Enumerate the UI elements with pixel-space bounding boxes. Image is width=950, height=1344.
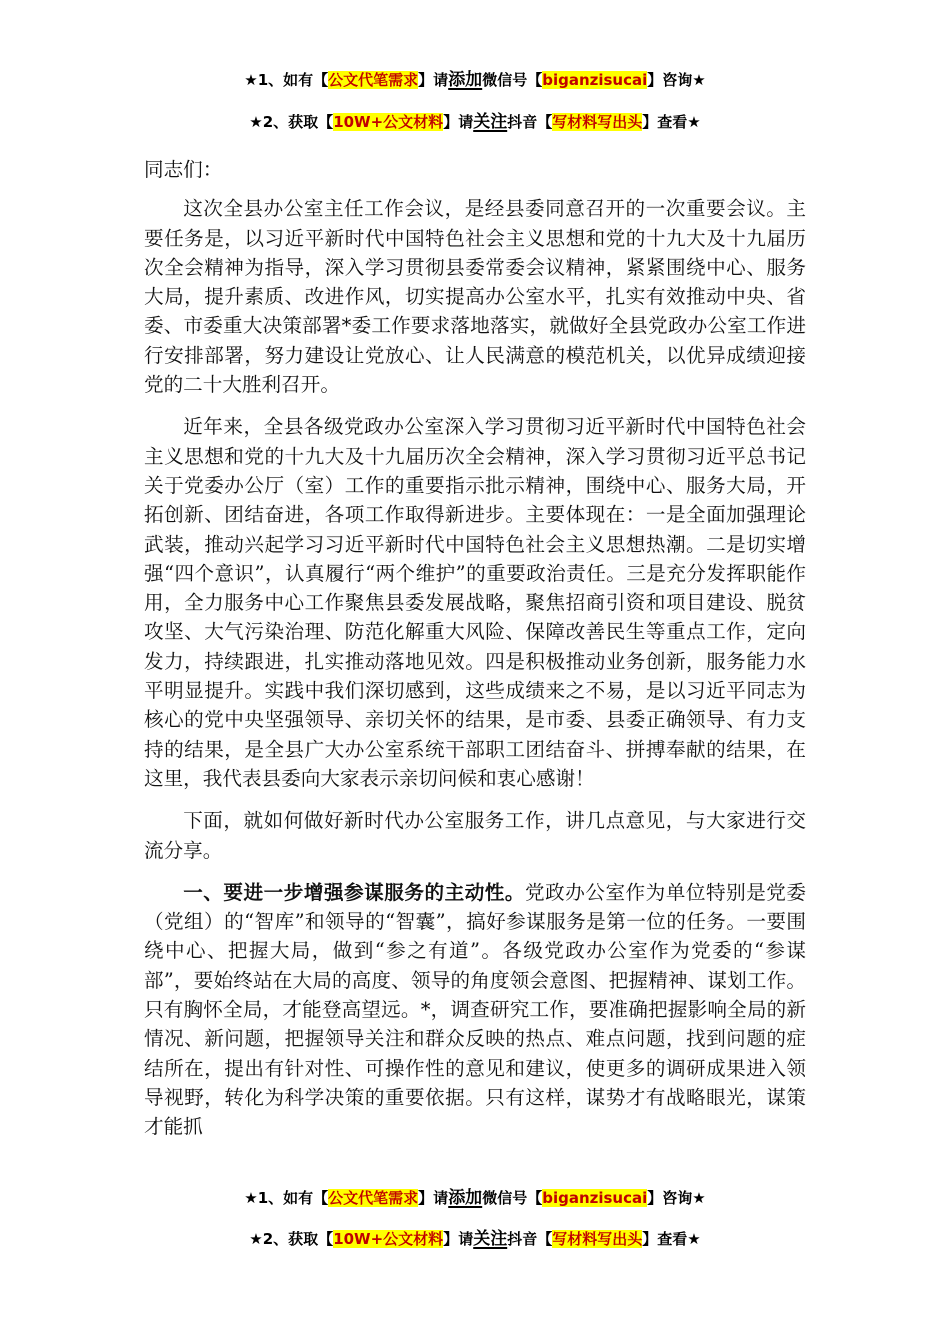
paragraph-1: 这次全县办公室主任工作会议，是经县委同意召开的一次重要会议。主要任务是，以习近平新时代中国特色社会主义思想和党的十九大及十九届历次全会精神为指导，深入学习贯彻县委常委会议精神，紧紧围绕中心、服务大局，提升素质、改进作风，切实提高办公室水平，扎实有效推动中央、省委、市委重大决策部署*委工作要求落地落实，就做好全县党政办公室工作进行安排部署，努力建设让党放心、让人民满意的模范机关，以优异成绩迎接党的二十大胜利召开。 <box>144 197 806 397</box>
banner-highlight: biganzisucai <box>542 1189 648 1207</box>
banner-text: ★2、获取【 <box>249 113 334 131</box>
banner-text: 】咨询★ <box>647 1189 706 1207</box>
footer-banner-line-2 <box>0 1228 950 1250</box>
banner-underlined: 添加 <box>448 1188 483 1208</box>
section-heading: 一、要进一步增强参谋服务的主动性。 <box>183 880 526 904</box>
header-banner-line-1 <box>0 69 950 91</box>
banner-text: 微信号【 <box>482 1189 543 1207</box>
banner-text: ★1、如有【 <box>244 1189 329 1207</box>
header-banner-line-2 <box>0 111 950 133</box>
banner-highlight: 写材料写出头 <box>552 113 643 131</box>
banner-highlight: 写材料写出头 <box>552 1230 643 1248</box>
salutation: 同志们： <box>144 158 223 181</box>
banner-highlight: biganzisucai <box>542 71 648 89</box>
banner-text: 】请 <box>418 71 449 89</box>
banner-highlight: 公文代笔需求 <box>328 71 419 89</box>
banner-underlined: 关注 <box>473 112 508 132</box>
paragraph-4 <box>144 878 806 1142</box>
paragraph-2: 近年来，全县各级党政办公室深入学习贯彻习近平新时代中国特色社会主义思想和党的十九大及十九届历次全会精神，深入学习贯彻习近平总书记关于党委办公厅（室）工作的重要指示批示精神，围绕中心、服务大局，开拓创新、团结奋进，各项工作取得新进步。主要体现在：一是全面加强理论武装，推动兴起学习习近平新时代中国特色社会主义思想热潮。二是切实增强“四个意识”，认真履行“两个维护”的重要政治责任。三是充分发挥职能作用，全力服务中心工作聚焦县委发展战略，聚焦招商引资和项目建设、脱贫攻坚、大气污染治理、防范化解重大风险、保障改善民生等重点工作，定向发力，持续跟进，扎实推动落地见效。四是积极推动业务创新，服务能力水平明显提升。实践中我们深切感到，这些成绩来之不易，是以习近平同志为核心的党中央坚强领导、亲切关怀的结果，是市委、县委正确领导、有力支持的结果，是全县广大办公室系统干部职工团结奋斗、拼搏奉献的结果，在这里，我代表县委向大家表示亲切问候和衷心感谢！ <box>144 415 806 790</box>
banner-highlight: 10W+公文材料 <box>333 113 444 131</box>
banner-text: ★2、获取【 <box>249 1230 334 1248</box>
paragraph-3: 下面，就如何做好新时代办公室服务工作，讲几点意见，与大家进行交流分享。 <box>144 809 806 862</box>
banner-text: 抖音【 <box>507 1230 553 1248</box>
banner-text: 】查看★ <box>642 113 701 131</box>
banner-highlight: 公文代笔需求 <box>328 1189 419 1207</box>
banner-text: ★1、如有【 <box>244 71 329 89</box>
banner-text: 】查看★ <box>642 1230 701 1248</box>
paragraph-4-body: 党政办公室作为单位特别是党委（党组）的“智库”和领导的“智囊”，搞好参谋服务是第一位的任务。一要围绕中心、把握大局，做到“参之有道”。各级党政办公室作为党委的“参谋部”，要始终站在大局的高度、领导的角度领会意图、把握精神、谋划工作。只有胸怀全局，才能登高望远。*，调查研究工作，要准确把握影响全局的新情况、新问题，把握领导关注和群众反映的热点、难点问题，找到问题的症结所在，提出有针对性、可操作性的意见和建议，使更多的调研成果进入领导视野，转化为科学决策的重要依据。只有这样，谋势才有战略眼光，谋策才能抓 <box>144 880 807 1139</box>
footer-banner-line-1 <box>0 1187 950 1209</box>
banner-text: 】咨询★ <box>647 71 706 89</box>
banner-text: 】请 <box>443 1230 474 1248</box>
banner-underlined: 关注 <box>473 1229 508 1249</box>
banner-text: 】请 <box>418 1189 449 1207</box>
banner-text: 】请 <box>443 113 474 131</box>
banner-text: 微信号【 <box>482 71 543 89</box>
banner-underlined: 添加 <box>448 70 483 90</box>
banner-highlight: 10W+公文材料 <box>333 1230 444 1248</box>
banner-text: 抖音【 <box>507 113 553 131</box>
document-body <box>144 155 806 1155</box>
